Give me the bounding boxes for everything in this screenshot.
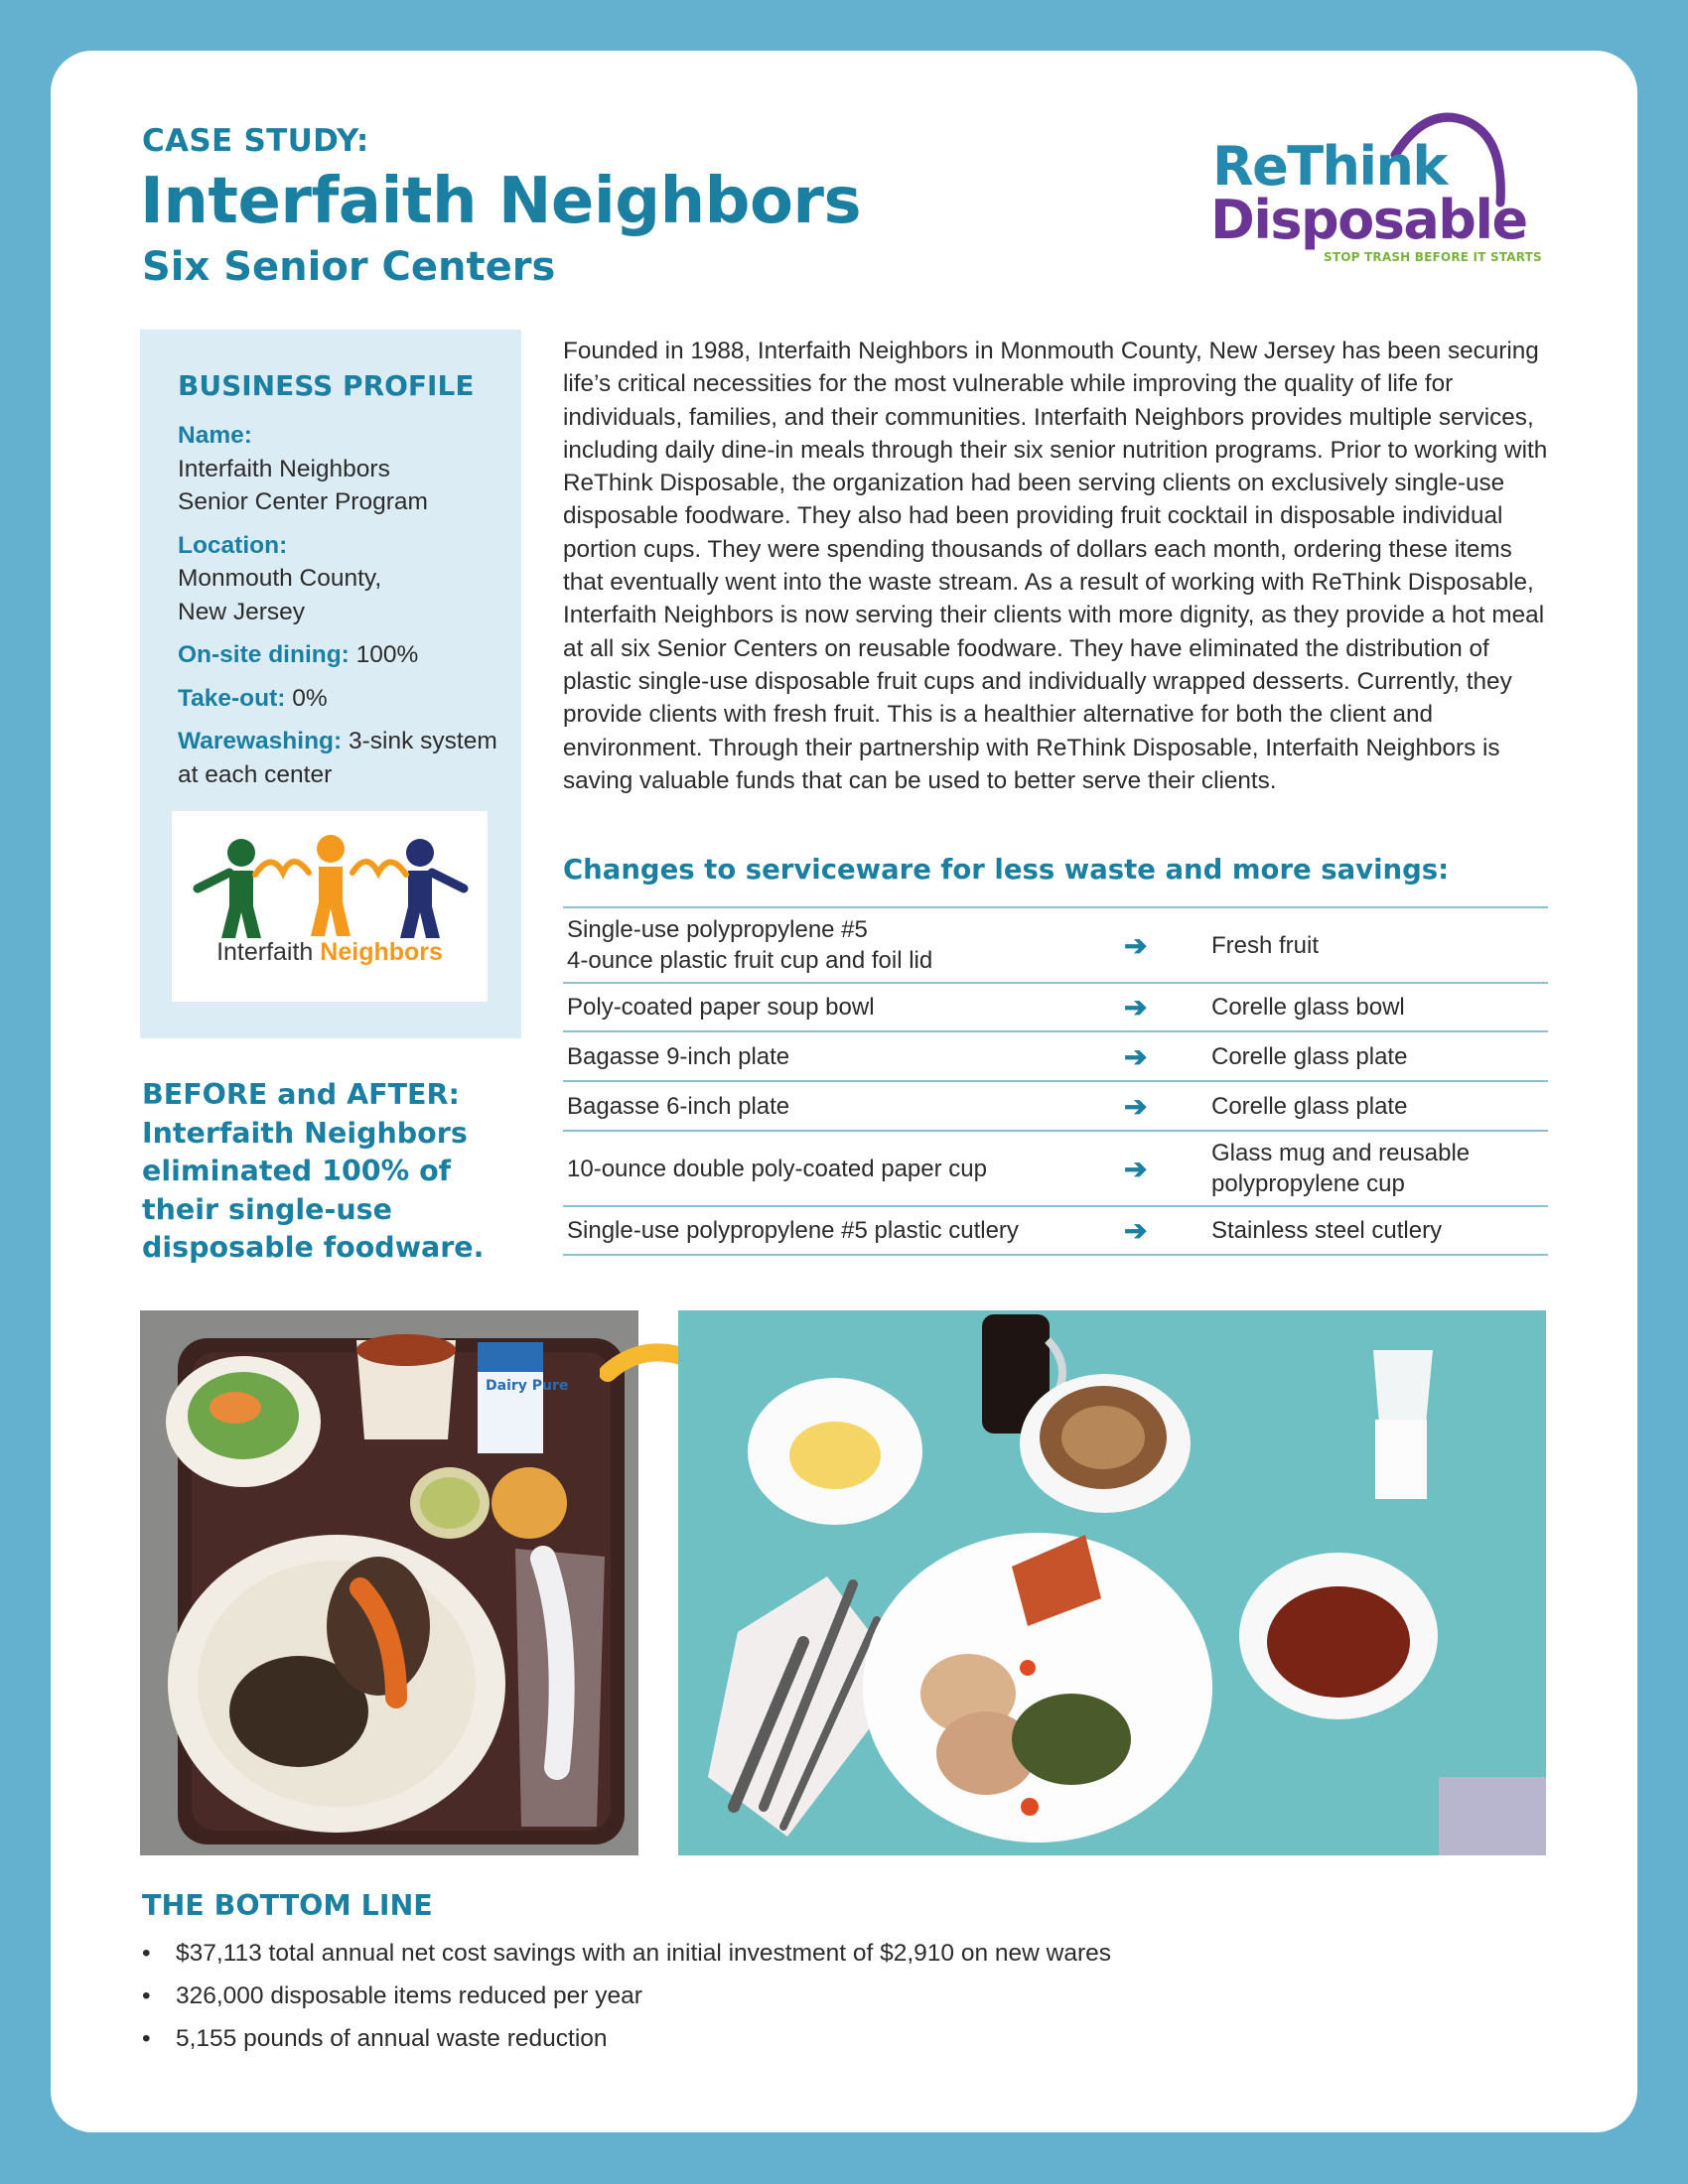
name-value-2: Senior Center Program [178,488,428,515]
profile-body [178,419,505,791]
org-logo-text-accent: Neighbors [320,938,443,966]
after-photo [678,1310,1546,1855]
list-item: • 326,000 disposable items reduced per year [140,1975,1111,2017]
arrow-right-icon: ➔ [1124,1090,1148,1122]
to-cell: Corelle glass plate [1211,1092,1408,1120]
rethink-disposable-logo [1206,111,1549,270]
table-row [563,984,1548,1032]
from-cell [563,914,1124,976]
takeout-label: Take-out: [178,684,286,712]
takeout-value: 0% [285,684,328,712]
to-line: Glass mug and reusable [1211,1140,1471,1166]
from-cell: Bagasse 6-inch plate [567,1092,790,1120]
to-line: Fresh fruit [1211,931,1320,959]
arrow-right-icon: ➔ [1124,992,1148,1023]
table-row [563,1207,1548,1256]
list-item: • $37,113 total annual net cost savings with an initial investment of $2,910 on new wares [140,1932,1111,1975]
table-row [563,1032,1548,1082]
case-study-label: CASE STUDY: [142,123,369,159]
warewashing-value: 3-sink system at each center [178,728,497,788]
disposable-meal-tray-image [140,1310,638,1855]
to-cell: Corelle glass bowl [1211,994,1405,1021]
onsite-value: 100% [349,641,419,668]
from-cell: Bagasse 9-inch plate [567,1042,790,1070]
changes-heading: Changes to serviceware for less waste and more savings: [563,854,1450,886]
from-line: Single-use polypropylene #5 [567,916,868,943]
to-cell [1211,930,1548,961]
arrow-right-icon: ➔ [1124,1153,1148,1184]
arrow-right-icon: ➔ [1124,1040,1148,1072]
table-row [563,1082,1548,1132]
logo-line1: ReThink [1212,135,1447,198]
table-row [563,908,1548,984]
location-value-2: New Jersey [178,598,305,625]
from-cell: Single-use polypropylene #5 plastic cutlery [567,1217,1019,1244]
reusable-meal-table-image [678,1310,1546,1855]
to-cell [1211,1138,1548,1199]
location-label: Location: [178,531,288,559]
page-title: Interfaith Neighbors [140,165,862,238]
warewashing-row [178,725,505,791]
logo-tagline: STOP TRASH BEFORE IT STARTS [1324,250,1542,264]
org-logo-text [172,938,488,967]
org-logo-text-plain: Interfaith [216,938,321,966]
intro-paragraph: Founded in 1988, Interfaith Neighbors in Monmouth County, New Jersey has been securing life’s critical necessities for the most vulnerable while improving the quality of life for individuals, families, and their communities. Interfaith Neighbors provides multiple services, including daily dine-in meals through their six senior nutrition programs. Prior to working with ReThink Disposable, the organization had been serving clients on exclusively single-use disposable foodware. They also had been providing fruit cocktail in disposable individual portion cups. They were spending thousands of dollars each month, ordering these items that eventually went into the waste stream. As a result of working with ReThink Disposable, Interfaith Neighbors is now serving their clients with more dignity, as they provide a hot meal at all six Senior Centers on reusable foodware. They have eliminated the distribution of plastic single-use disposable fruit cups and individually wrapped desserts. Currently, they provide clients with fresh fruit. This is a healthier alternative for both the client and environment. Through their partnership with ReThink Disposable, Interfaith Neighbors is saving valuable funds that can be used to better serve their clients. [563,338,1548,794]
to-cell: Corelle glass plate [1211,1042,1408,1070]
table-row [563,1132,1548,1207]
interfaith-neighbors-logo [172,811,488,1002]
name-value-1: Interfaith Neighbors [178,455,390,482]
before-after-caption: BEFORE and AFTER: Interfaith Neighbors eliminated 100% of their single-use disposable foodware. [142,1078,485,1264]
arrow-right-icon: ➔ [1124,929,1148,961]
bottom-line-heading: THE BOTTOM LINE [142,1889,433,1922]
changes-table [563,906,1548,1256]
from-cell: 10-ounce double poly-coated paper cup [567,1155,987,1182]
takeout-row [178,682,505,716]
warewashing-label: Warewashing: [178,728,343,754]
onsite-label: On-site dining: [178,641,350,668]
carton-label: Dairy Pure [486,1378,569,1394]
to-cell: Stainless steel cutlery [1211,1217,1443,1244]
profile-heading: BUSINESS PROFILE [178,369,475,402]
bottom-line-list [140,1932,1111,2060]
business-profile-box [140,330,521,1038]
list-item: • 5,155 pounds of annual waste reduction [140,2017,1111,2060]
location-value-1: Monmouth County, [178,565,382,592]
name-label: Name: [178,422,252,449]
arrow-right-icon: ➔ [1124,1215,1148,1246]
from-cell: Poly-coated paper soup bowl [567,994,875,1021]
to-line: polypropylene cup [1211,1170,1405,1197]
logo-line2: Disposable [1210,189,1527,251]
onsite-row [178,638,505,672]
from-line: 4-ounce plastic fruit cup and foil lid [567,947,933,974]
page-subtitle: Six Senior Centers [142,244,556,290]
before-photo [140,1310,638,1855]
people-figures-icon [172,811,488,940]
